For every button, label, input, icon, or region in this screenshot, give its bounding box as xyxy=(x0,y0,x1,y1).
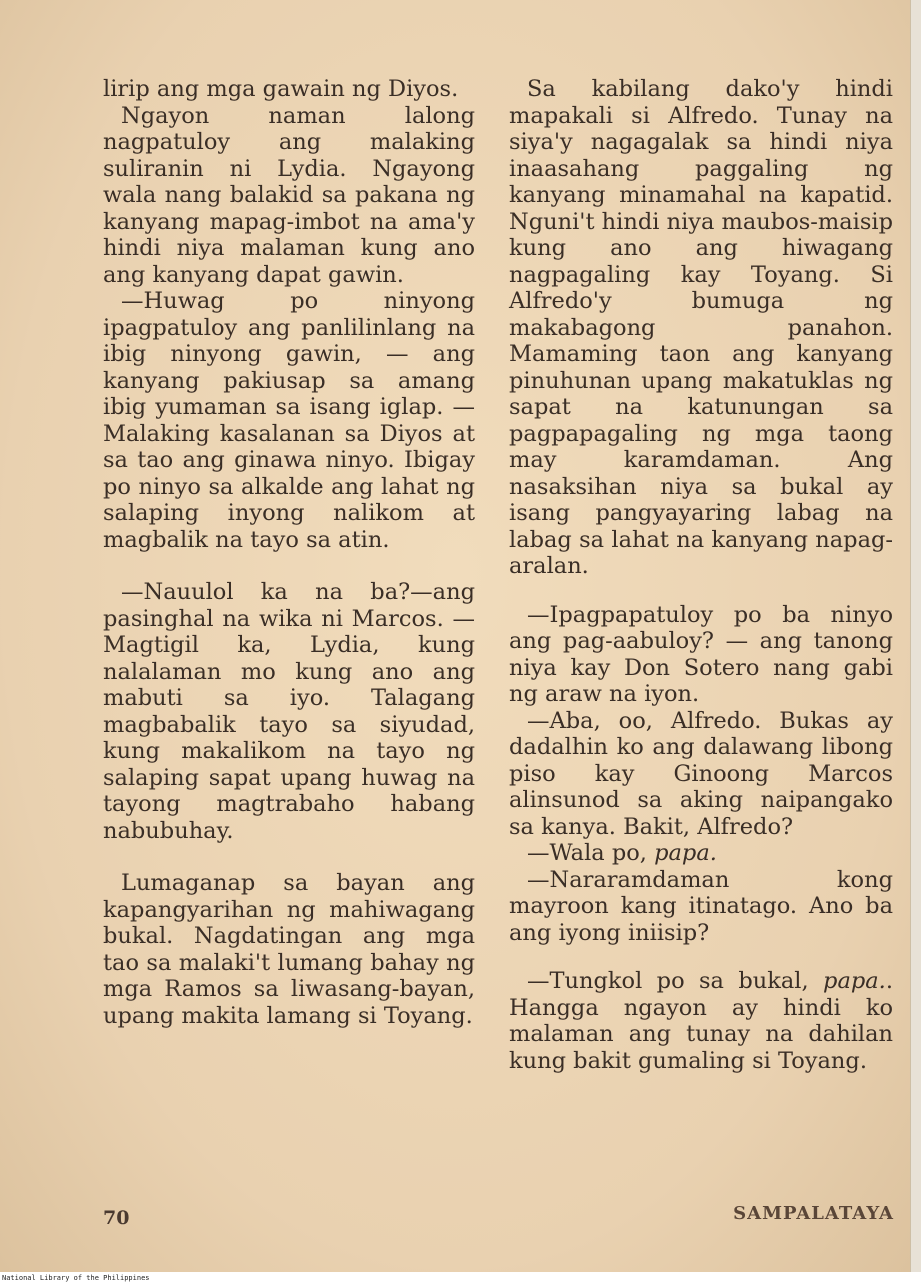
dialogue-text: —Wala po, xyxy=(527,840,655,866)
paragraph-tanong: —Ipagpapatuloy po ba ninyo ang pag-aabuloy? — ang tanong niya kay Don Sotero nang gabi ng araw na iyon. xyxy=(509,601,893,707)
paragraph-pakiusap: —Huwag po ninyong ipagpatuloy ang panlilinlang na ibig ninyong gawin, — ang kanyang pakiusap sa amang ibig yumaman sa isang iglap. —Malaking kasalanan sa Diyos at sa tao ang ginawa ninyo. Ibigay po ninyo sa alkalde ang lahat ng salaping inyong nalikom at magbalik na tayo sa atin. xyxy=(103,288,475,553)
dialogue-text: . Hangga ngayon ay hindi ko malaman ang tunay na dahilan kung bakit gumaling si Toyang. xyxy=(509,968,893,1074)
page-edge xyxy=(910,0,921,1272)
library-credit: National Library of the Philippines xyxy=(2,1274,150,1282)
paragraph-marcos-reply: —Nauulol ka na ba?—ang pasinghal na wika ni Marcos. —Magtigil ka, Lydia, kung nalalaman mo kung ano ang mabuti sa iyo. Talagang magbabalik tayo sa siyudad, kung makalikom na tayo ng salaping sapat upang huwag na tayong magtrabaho habang nabubuhay. xyxy=(103,579,475,844)
dialogue-text: —Tungkol po sa bukal, xyxy=(527,968,824,994)
paragraph-itinatago: —Nararamdaman kong mayroon kang itinatago. Ano ba ang iyong iniisip? xyxy=(509,866,893,946)
paragraph-kapangyarihan: Lumaganap sa bayan ang kapangyarihan ng mahiwagang bukal. Nagdatingan ang mga tao sa malaki't lumang bahay ng mga Ramos sa liwasang-bayan, upang makita lamang si Toyang. xyxy=(103,870,475,1029)
right-column xyxy=(509,76,893,1074)
left-column xyxy=(103,76,475,1029)
dialogue-emphasis: papa. xyxy=(823,968,886,994)
paragraph-alfredo: Sa kabilang dako'y hindi mapakali si Alfredo. Tunay na siya'y nagagalak sa hindi niya inaasahang paggaling ng kanyang minamahal na kapatid. Nguni't hindi niya maubos-maisip kung ano ang hiwagang nagpagaling kay Toyang. Si Alfredo'y bumuga ng makabagong panahon. Mamaming taon ang kanyang pinuhunan upang makatuklas ng sapat na katunungan sa pagpapagaling ng mga taong may karamdaman. Ang nasaksihan niya sa bukal ay isang pangyayaring labag na labag sa lahat na kanyang napag-aralan. xyxy=(509,76,893,579)
dialogue-emphasis: papa. xyxy=(654,840,717,866)
paragraph-suliranin: Ngayon naman lalong nagpatuloy ang malaking suliranin ni Lydia. Ngayong wala nang balakid sa pakana ng kanyang mapag-imbot na ama'y hindi niya malaman kung ano ang kanyang dapat gawin. xyxy=(103,102,475,288)
paragraph-don-sotero: —Aba, oo, Alfredo. Bukas ay dadalhin ko ang dalawang libong piso kay Ginoong Marcos alinsunod sa aking naipangako sa kanya. Bakit, Alfredo? xyxy=(509,707,893,840)
running-title: SAMPALATAYA xyxy=(733,1203,894,1224)
paragraph-wala-po xyxy=(509,840,893,867)
paragraph-continued: lirip ang mga gawain ng Diyos. xyxy=(103,76,459,102)
page-number: 70 xyxy=(103,1207,130,1229)
paragraph-tungkol xyxy=(509,968,893,1074)
